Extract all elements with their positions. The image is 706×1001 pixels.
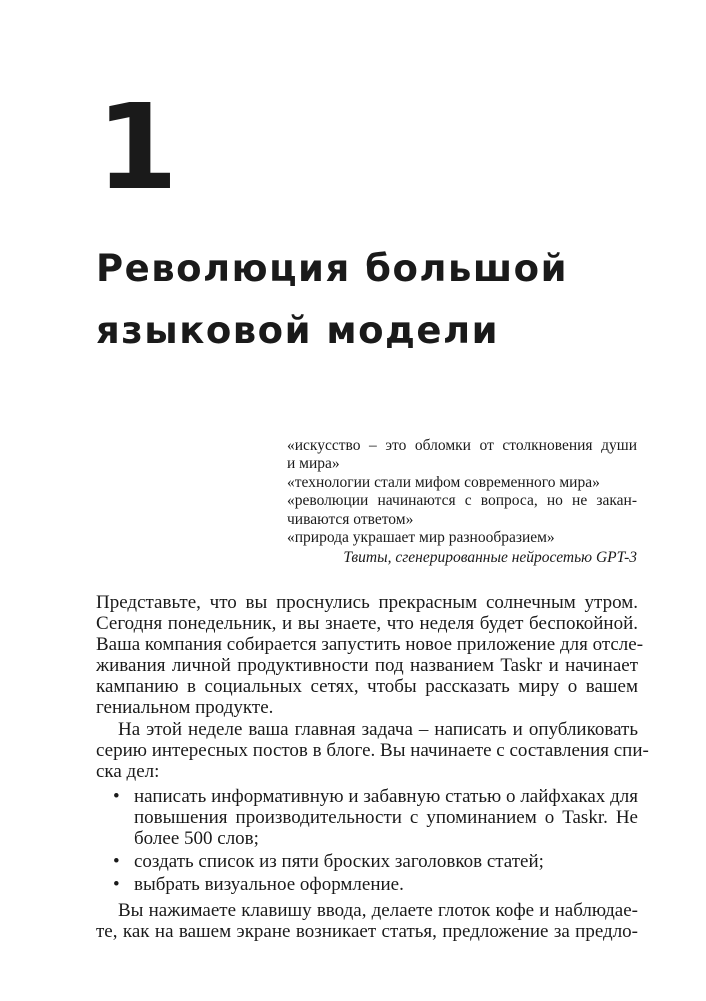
text-line: Сегодня понедельник, и вы знаете, что неделя будет беспокойной. (96, 613, 638, 635)
text-line: повышения производительности с упоминанием о Taskr. Не (134, 806, 638, 828)
text-line: кампанию в социальных сетях, чтобы рассказать миру о вашем (96, 676, 638, 698)
epigraph-line: «природа украшает мир разнообразием» (287, 529, 555, 547)
text-line: ска дел: (96, 760, 160, 782)
bullet-icon: • (113, 785, 120, 807)
epigraph-line: «технологии стали мифом современного мира» (287, 473, 600, 491)
bullet-icon: • (113, 851, 120, 873)
bullet-list (96, 786, 638, 895)
text-line: Представьте, что вы проснулись прекрасным солнечным утром. (96, 592, 638, 613)
text-line: Ваша компания собирается запустить новое приложение для отсле- (96, 634, 644, 656)
text-line: написать информативную и забавную статью о лайфхаках для (134, 785, 638, 807)
paragraph-1 (96, 592, 644, 719)
body-text (96, 592, 649, 943)
epigraph-line: и мира» (287, 455, 340, 473)
paragraph-2 (96, 718, 649, 782)
text-line: Вы нажимаете клавишу ввода, делаете глоток кофе и наблюдае- (118, 900, 638, 922)
bullet-icon: • (113, 874, 120, 896)
text-line: серию интересных постов в блоге. Вы начинаете с составления спи- (96, 739, 649, 761)
text-line: гениальном продукте. (96, 697, 274, 719)
text-line: более 500 слов; (134, 828, 259, 850)
text-line: На этой неделе ваша главная задача – написать и опубликовать (118, 718, 638, 740)
text-line: те, как на вашем экране возникает статья, предложение за предло- (96, 921, 638, 943)
chapter-title-line: Революция большой (96, 247, 568, 290)
chapter-title-line: языковой модели (96, 309, 500, 352)
text-line: живания личной продуктивности под названием Taskr и начинает (96, 655, 638, 677)
chapter-title (96, 238, 656, 362)
text-line: выбрать визуальное оформление. (134, 874, 404, 896)
list-item (96, 851, 638, 872)
epigraph-line: чиваются ответом» (287, 510, 414, 528)
epigraph-line: «искусство – это обломки от столкновения души (287, 437, 637, 454)
text-line: создать список из пяти броских заголовков статей; (134, 851, 544, 873)
list-item (96, 874, 638, 895)
epigraph-source: Твиты, сгенерированные нейросетью GPT-3 (343, 549, 637, 567)
list-item (96, 786, 638, 849)
epigraph-line: «революции начинаются с вопроса, но не закан- (287, 492, 637, 510)
chapter-number: 1 (96, 78, 177, 216)
epigraph (287, 437, 637, 568)
paragraph-3 (96, 900, 638, 942)
